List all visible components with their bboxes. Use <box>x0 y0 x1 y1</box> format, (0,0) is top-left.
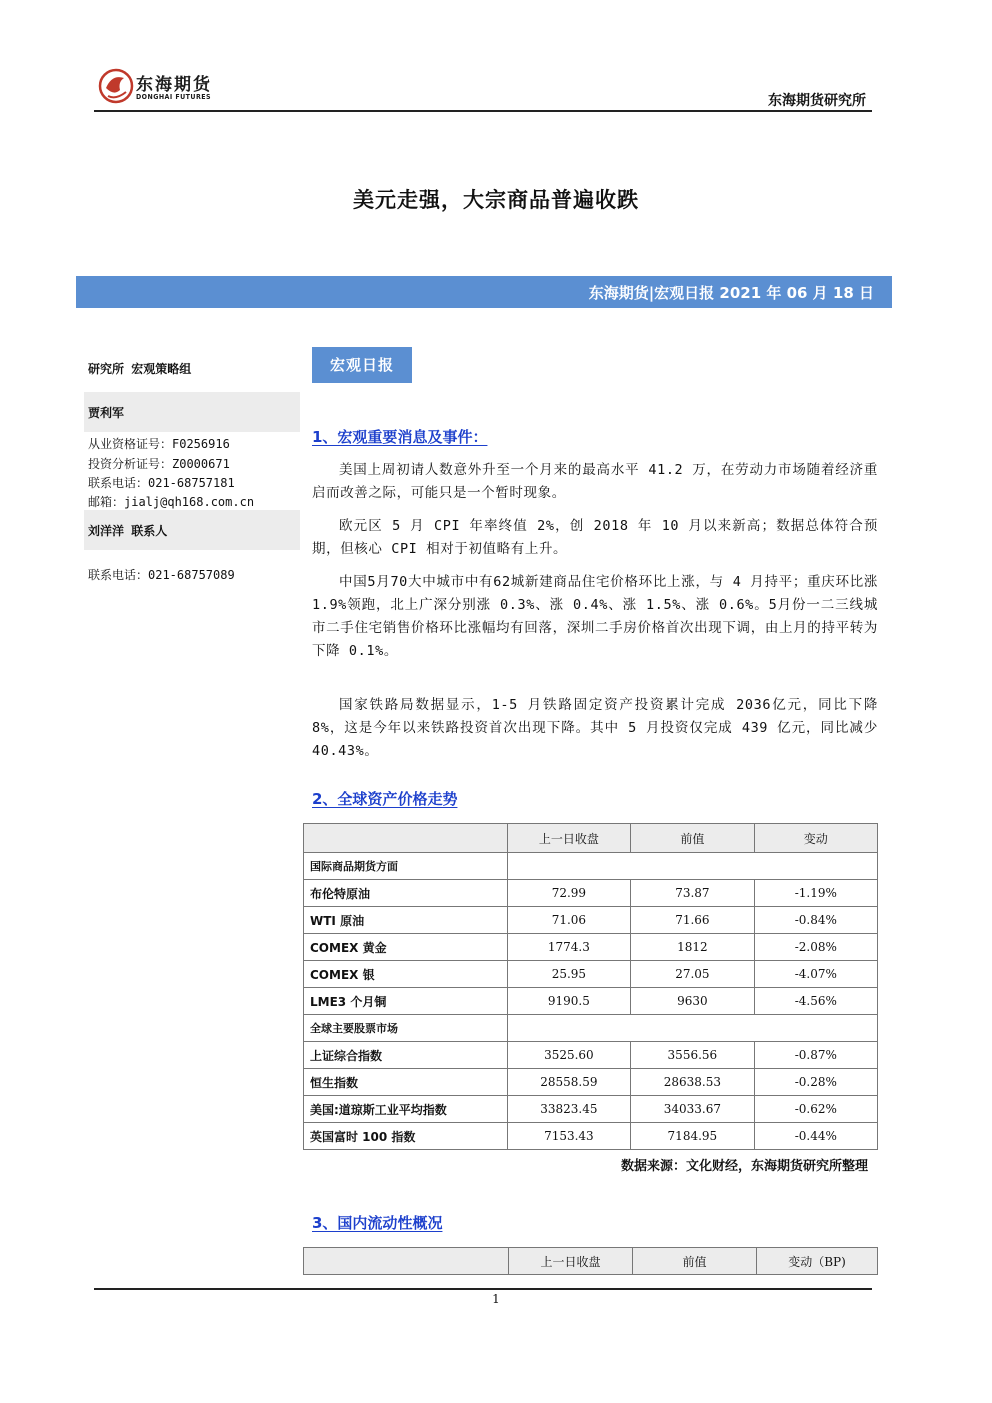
data-source-note: 数据来源：文化财经，东海期货研究所整理 <box>620 1159 868 1174</box>
asset-price-table <box>303 823 878 1150</box>
table-row <box>304 988 878 1015</box>
change-percent: -0.84% <box>754 907 877 934</box>
last-close: 72.99 <box>507 880 630 907</box>
last-close: 25.95 <box>507 961 630 988</box>
last-close: 33823.45 <box>507 1096 630 1123</box>
table-row <box>304 1042 878 1069</box>
header-cell: 前值 <box>631 824 754 853</box>
change-percent: -0.28% <box>754 1069 877 1096</box>
table-group-row <box>304 853 878 880</box>
asset-name: COMEX 银 <box>304 961 508 988</box>
asset-name: 美国:道琼斯工业平均指数 <box>304 1096 508 1123</box>
banner-text: 东海期货|宏观日报 2021 年 06 月 18 日 <box>588 284 874 302</box>
header-cell: 前值 <box>633 1248 757 1275</box>
last-close: 9190.5 <box>507 988 630 1015</box>
change-percent: -4.07% <box>754 961 877 988</box>
table-row <box>304 961 878 988</box>
institute-name: 东海期货研究所 <box>768 93 866 109</box>
report-type-tag: 宏观日报 <box>312 347 412 383</box>
table-row <box>304 1123 878 1150</box>
asset-name: LME3 个月铜 <box>304 988 508 1015</box>
last-close: 71.06 <box>507 907 630 934</box>
section2-heading: 2、全球资产价格走势 <box>312 790 458 808</box>
analyst1-analysis-cert: 投资分析证号：Z0000671 <box>88 457 230 471</box>
asset-name: WTI 原油 <box>304 907 508 934</box>
asset-name: 布伦特原油 <box>304 880 508 907</box>
analyst1-email[interactable]: 邮箱：jialj@qh168.com.cn <box>88 495 255 509</box>
change-percent: -4.56% <box>754 988 877 1015</box>
asset-name: 上证综合指数 <box>304 1042 508 1069</box>
group-empty-cell <box>507 853 877 880</box>
change-percent: -0.62% <box>754 1096 877 1123</box>
section1-heading: 1、宏观重要消息及事件： <box>312 428 488 446</box>
report-banner <box>76 276 892 308</box>
table-row <box>304 880 878 907</box>
header-divider <box>94 110 872 112</box>
previous-value: 73.87 <box>631 880 754 907</box>
last-close: 1774.3 <box>507 934 630 961</box>
asset-name: 英国富时 100 指数 <box>304 1123 508 1150</box>
footer-divider <box>94 1288 872 1290</box>
group-empty-cell <box>507 1015 877 1042</box>
section3-heading: 3、国内流动性概况 <box>312 1214 443 1232</box>
header-cell <box>304 824 508 853</box>
report-title: 美元走强，大宗商品普遍收跌 <box>353 188 639 212</box>
change-percent: -1.19% <box>754 880 877 907</box>
analyst1-name-box <box>84 392 300 432</box>
header-cell <box>304 1248 509 1275</box>
analyst2-name-box <box>84 510 300 550</box>
table-row <box>304 1069 878 1096</box>
news-paragraph: 国家铁路局数据显示，1-5 月铁路固定资产投资累计完成 2036亿元，同比下降 8%，这是今年以来铁路投资首次出现下降。其中 5 月投资仅完成 439 亿元，同比减少 40.43%。 <box>312 697 878 759</box>
header-cell: 上一日收盘 <box>507 824 630 853</box>
company-logo <box>98 66 228 110</box>
table-group-row <box>304 1015 878 1042</box>
page-number: 1 <box>492 1292 500 1306</box>
last-close: 3525.60 <box>507 1042 630 1069</box>
news-paragraph: 中国5月70大中城市中有62城新建商品住宅价格环比上涨，与 4 月持平；重庆环比涨 1.9%领跑，北上广深分别涨 0.3%、涨 0.4%、涨 1.5%、涨 0.6%。5月份一二三线城市二手住宅销售价格环比涨幅均有回落，深圳二手房价格首次出现下调，由上月的持平转为下降 0.1%。 <box>312 574 878 659</box>
table-header-row <box>304 1248 878 1275</box>
previous-value: 1812 <box>631 934 754 961</box>
previous-value: 34033.67 <box>631 1096 754 1123</box>
analyst1-phone: 联系电话：021-68757181 <box>88 476 235 490</box>
change-percent: -2.08% <box>754 934 877 961</box>
group-label: 全球主要股票市场 <box>304 1015 508 1042</box>
previous-value: 3556.56 <box>631 1042 754 1069</box>
table-row <box>304 907 878 934</box>
analyst2-phone: 联系电话：021-68757089 <box>88 568 235 582</box>
analyst1-name: 贾利军 <box>88 406 125 420</box>
last-close: 7153.43 <box>507 1123 630 1150</box>
header-cell: 变动（BP) <box>757 1248 878 1275</box>
liquidity-table <box>303 1247 878 1275</box>
previous-value: 71.66 <box>631 907 754 934</box>
header-cell: 上一日收盘 <box>509 1248 633 1275</box>
change-percent: -0.44% <box>754 1123 877 1150</box>
group-label: 国际商品期货方面 <box>304 853 508 880</box>
previous-value: 7184.95 <box>631 1123 754 1150</box>
table-row <box>304 934 878 961</box>
analyst2-name: 刘洋洋 联系人 <box>88 524 168 538</box>
table-header-row <box>304 824 878 853</box>
analyst1-qualification: 从业资格证号：F0256916 <box>88 437 230 451</box>
change-percent: -0.87% <box>754 1042 877 1069</box>
logo-english-name: DONGHAI FUTURES <box>136 93 211 101</box>
asset-name: 恒生指数 <box>304 1069 508 1096</box>
donghai-logo-icon <box>98 66 134 106</box>
table-row <box>304 1096 878 1123</box>
previous-value: 9630 <box>631 988 754 1015</box>
news-paragraph: 欧元区 5 月 CPI 年率终值 2%，创 2018 年 10 月以来新高；数据总体符合预期，但核心 CPI 相对于初值略有上升。 <box>312 518 878 557</box>
last-close: 28558.59 <box>507 1069 630 1096</box>
research-group: 研究所 宏观策略组 <box>88 362 192 376</box>
news-paragraph: 美国上周初请人数意外升至一个月来的最高水平 41.2 万，在劳动力市场随着经济重启而改善之际，可能只是一个暂时现象。 <box>312 462 878 501</box>
logo-chinese-name: 东海期货 <box>136 75 212 95</box>
previous-value: 28638.53 <box>631 1069 754 1096</box>
header-cell: 变动 <box>754 824 877 853</box>
previous-value: 27.05 <box>631 961 754 988</box>
asset-name: COMEX 黄金 <box>304 934 508 961</box>
